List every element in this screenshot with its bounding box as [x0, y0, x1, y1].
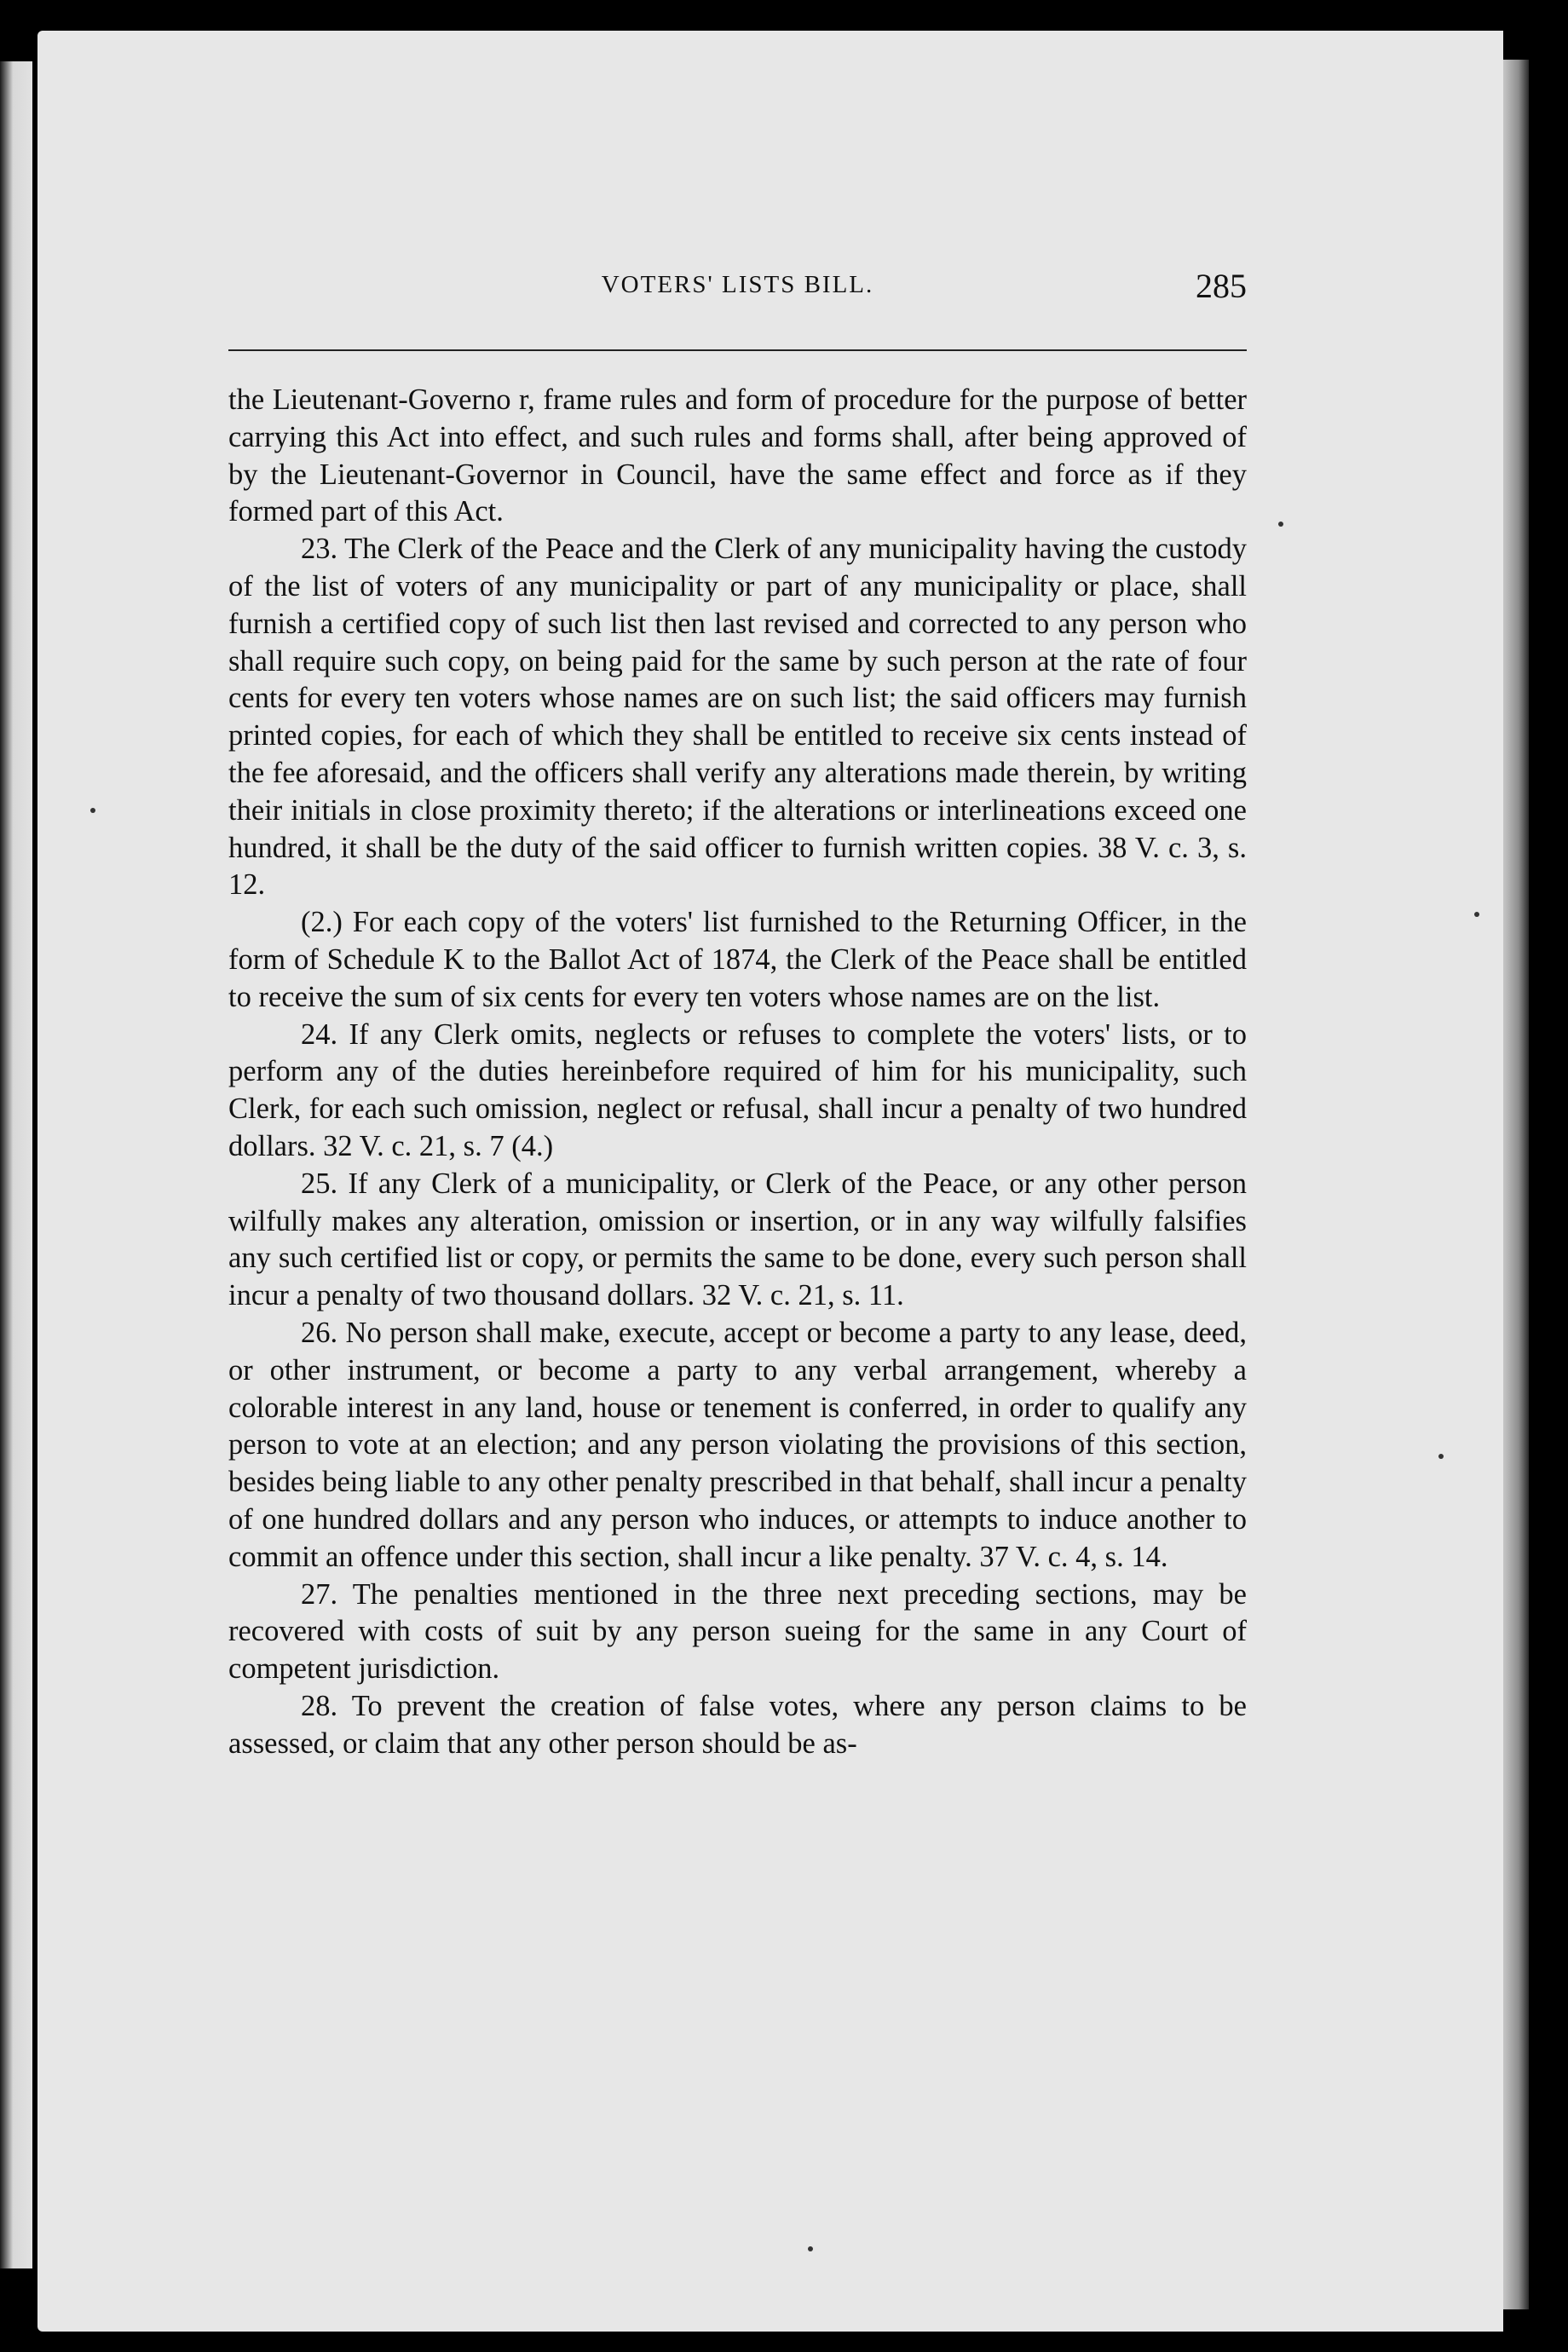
header-rule [228, 349, 1247, 351]
page-header [228, 267, 1247, 322]
dust-speck [1438, 1454, 1444, 1459]
dust-speck [1474, 912, 1479, 917]
running-title: VOTERS' LISTS BILL. [601, 271, 874, 298]
paragraph-section-28: 28. To prevent the creation of false votes, where any person claims to be assessed, or claim that any other person should be as- [228, 1689, 1247, 1760]
dust-speck [808, 2246, 813, 2251]
paragraph-section-26: 26. No person shall make, execute, accept or become a party to any lease, deed, or other instrument, or become a party to any verbal arrangement, whereby a colorable interest in any land, house or tenement is conferred, in order to qualify any person to vote at an election; and any person violating the provisions of this section, besides being liable to any other penalty prescribed in that behalf, shall incur a penalty of one hundred dollars and any person who induces, or attempts to induce another to commit an offence under this section, shall incur a like penalty. 37 V. c. 4, s. 14. [228, 1316, 1247, 1573]
paragraph-continuation: the Lieutenant-Governo r, frame rules and form of procedure for the purpose of better carrying this Act into effect, and such rules and forms shall, after being approved of by the Lieutenant-Governor in Council, have the same effect and force as if they formed part of this Act. [228, 383, 1247, 528]
paragraph-section-25: 25. If any Clerk of a municipality, or Clerk of the Peace, or any other person wilfully makes any alteration, omission or insertion, or in any way wilfully falsifies any such certified list or copy, or permits the same to be done, every such person shall incur a penalty of two thousand dollars. 32 V. c. 21, s. 11. [228, 1167, 1247, 1312]
paragraph-section-23-2: (2.) For each copy of the voters' list furnished to the Returning Officer, in the form of Schedule K to the Ballot Act of 1874, the Clerk of the Peace shall be entitled to receive the sum of six cents for every ten voters whose names are on the list. [228, 906, 1247, 1013]
dust-speck [90, 808, 95, 813]
body-text [228, 382, 1247, 1762]
paragraph-section-23: 23. The Clerk of the Peace and the Clerk of any municipality having the custody of the list of voters of any municipality or part of any municipality or place, shall furnish a certified copy of such list then last revised and corrected to any person who shall require such copy, on being paid for the same by such person at the rate of four cents for every ten voters whose names are on such list; the said officers may furnish printed copies, for each of which they shall be entitled to receive six cents instead of the fee aforesaid, and the officers shall verify any alterations made therein, by writing their initials in close proximity thereto; if the alterations or interlineations exceed one hundred, it shall be the duty of the said officer to furnish written copies. 38 V. c. 3, s. 12. [228, 533, 1247, 902]
paragraph-section-24: 24. If any Clerk omits, neglects or refuses to complete the voters' lists, or to perform any of the duties hereinbefore required of him for his municipality, such Clerk, for each such omission, neglect or refusal, shall incur a penalty of two hundred dollars. 32 V. c. 21, s. 7 (4.) [228, 1017, 1247, 1162]
facing-page-edge [0, 61, 32, 2268]
dust-speck [1278, 522, 1283, 527]
page-edge-shadow [1503, 60, 1529, 2309]
paragraph-section-27: 27. The penalties mentioned in the three next preceding sections, may be recovered with costs of suit by any person sueing for the same in any Court of competent jurisdiction. [228, 1577, 1247, 1686]
page-number: 285 [1196, 267, 1247, 305]
